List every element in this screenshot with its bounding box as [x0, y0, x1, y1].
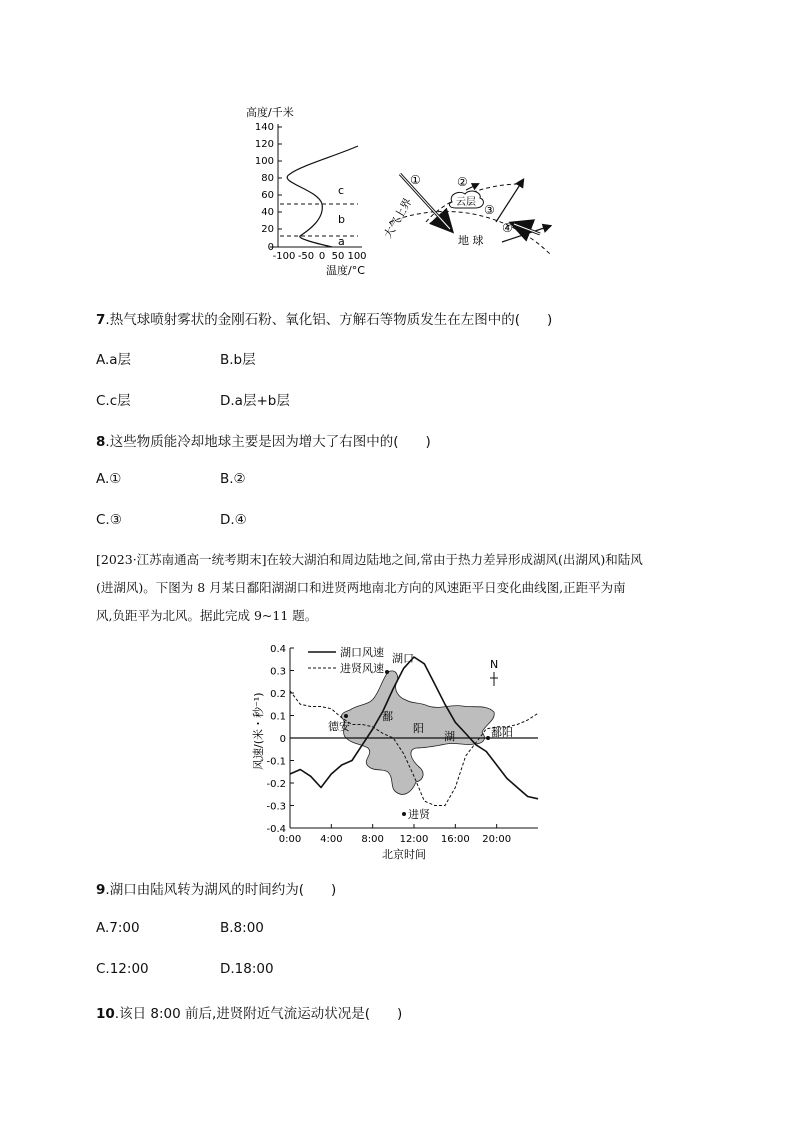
north-label: N — [490, 658, 499, 671]
legend-hukou: 湖口风速 — [340, 646, 384, 659]
ytick: 60 — [261, 190, 274, 201]
ytick-label: -0.4 — [266, 824, 286, 835]
q9-option-c[interactable]: C.12:00 — [96, 961, 149, 977]
marker-1: ① — [410, 173, 421, 187]
place-jinxian: 进贤 — [408, 808, 430, 821]
xtick-label: 4:00 — [320, 834, 343, 845]
xtick-label: 16:00 — [440, 834, 470, 845]
q7-option-d[interactable]: D.a层+b层 — [220, 393, 290, 409]
q8-option-c[interactable]: C.③ — [96, 512, 122, 528]
q9-option-a[interactable]: A.7:00 — [96, 920, 140, 936]
ytick: 40 — [261, 207, 274, 218]
marker-4: ④ — [502, 221, 513, 235]
wind-speed-chart — [250, 640, 550, 865]
hukou-dot — [385, 670, 389, 674]
q10-text: .该日 8:00 前后,进贤附近气流运动状况是( ) — [114, 1006, 403, 1022]
reflect-arrow-2 — [466, 184, 478, 190]
xtick-label: 8:00 — [361, 834, 384, 845]
ytick: 100 — [254, 156, 274, 167]
place-dean: 德安 — [328, 720, 350, 733]
xtick: 0 — [318, 251, 326, 262]
q9-option-b[interactable]: B.8:00 — [220, 920, 264, 936]
ytick-label: 0.2 — [270, 689, 286, 700]
passage-line-1: [2023·江苏南通高一统考期末]在较大湖泊和周边陆地之间,常由于热力差异形成湖风(出湖风)和陆风 — [96, 552, 643, 567]
layer-b: b — [338, 213, 345, 226]
atmos-top-label: 大气上界 — [381, 195, 415, 241]
temperature-curve — [287, 146, 358, 247]
earth-label: 地 球 — [458, 234, 484, 247]
xtick: 50 — [331, 251, 345, 262]
ytick: 140 — [254, 122, 274, 133]
ytick-label: 0 — [279, 734, 286, 745]
question-7 — [96, 308, 552, 328]
q8-option-d[interactable]: D.④ — [220, 512, 247, 528]
q8-option-b[interactable]: B.② — [220, 471, 246, 487]
passage-line-3: 风,负距平为北风。据此完成 9~11 题。 — [96, 608, 318, 623]
dean-dot — [344, 714, 348, 718]
atmosphere-boundary-arc — [390, 211, 550, 254]
ytick-label: 0.1 — [270, 711, 286, 723]
ytick-label: 0.4 — [270, 644, 286, 655]
temp-axis-label: 温度/°C — [326, 264, 365, 277]
q8-option-a[interactable]: A.① — [96, 471, 122, 487]
cloud-label: 云层 — [456, 197, 476, 208]
q7-text: .热气球喷射雾状的金刚石粉、氧化铝、方解石等物质发生在左图中的( ) — [105, 312, 553, 328]
ytick: 20 — [261, 224, 274, 235]
marker-2: ② — [457, 175, 468, 189]
question-8 — [96, 430, 431, 450]
q9-option-d[interactable]: D.18:00 — [220, 961, 274, 977]
xtick: 100 — [347, 251, 367, 262]
question-9 — [96, 878, 336, 898]
jinxian-dot — [402, 812, 406, 816]
passage-line-2: (进湖风)。下图为 8 月某日鄱阳湖湖口和进贤两地南北方向的风速距平日变化曲线图,正距平为南 — [96, 580, 626, 595]
q7-number: 7 — [96, 312, 106, 328]
radiation-arrow-3 — [496, 180, 523, 222]
height-axis-label: 高度/千米 — [246, 106, 294, 119]
question-10 — [96, 1002, 402, 1022]
place-hukou: 湖口 — [392, 652, 414, 665]
marker-3: ③ — [484, 203, 495, 217]
layer-c: c — [338, 184, 345, 197]
q8-text: .这些物质能冷却地球主要是因为增大了右图中的( ) — [105, 434, 431, 450]
ytick-label: -0.3 — [266, 801, 286, 813]
ytick-label: 0.3 — [270, 666, 286, 678]
ytick: 120 — [254, 139, 274, 150]
legend-jinxian: 进贤风速 — [340, 662, 384, 675]
figure-atmosphere — [240, 104, 560, 282]
place-poyang: 鄱阳 — [491, 726, 513, 739]
place-hu: 湖 — [444, 730, 455, 743]
place-po: 鄱 — [382, 710, 393, 723]
layer-a: a — [338, 235, 345, 248]
xtick-label: 0:00 — [278, 834, 302, 845]
q9-number: 9 — [96, 882, 106, 898]
q9-text: .湖口由陆风转为湖风的时间约为( ) — [105, 882, 337, 898]
ytick-label: -0.1 — [266, 756, 286, 768]
q7-option-a[interactable]: A.a层 — [96, 352, 132, 368]
x-axis-label: 北京时间 — [382, 848, 426, 861]
xtick-label: 12:00 — [399, 834, 429, 845]
q7-option-b[interactable]: B.b层 — [220, 352, 256, 368]
xtick: -50 — [297, 251, 315, 262]
place-yang: 阳 — [413, 722, 424, 735]
ytick-label: -0.2 — [266, 779, 286, 790]
passage — [96, 546, 706, 630]
q8-number: 8 — [96, 434, 106, 450]
ytick: 80 — [261, 173, 274, 184]
xtick: -100 — [272, 251, 296, 262]
ytick: 0 — [267, 242, 274, 253]
q7-option-c[interactable]: C.c层 — [96, 393, 131, 409]
q10-number: 10 — [96, 1006, 115, 1022]
y-axis-label: 风速/(米・秒⁻¹) — [252, 692, 265, 770]
xtick-label: 20:00 — [482, 834, 512, 845]
